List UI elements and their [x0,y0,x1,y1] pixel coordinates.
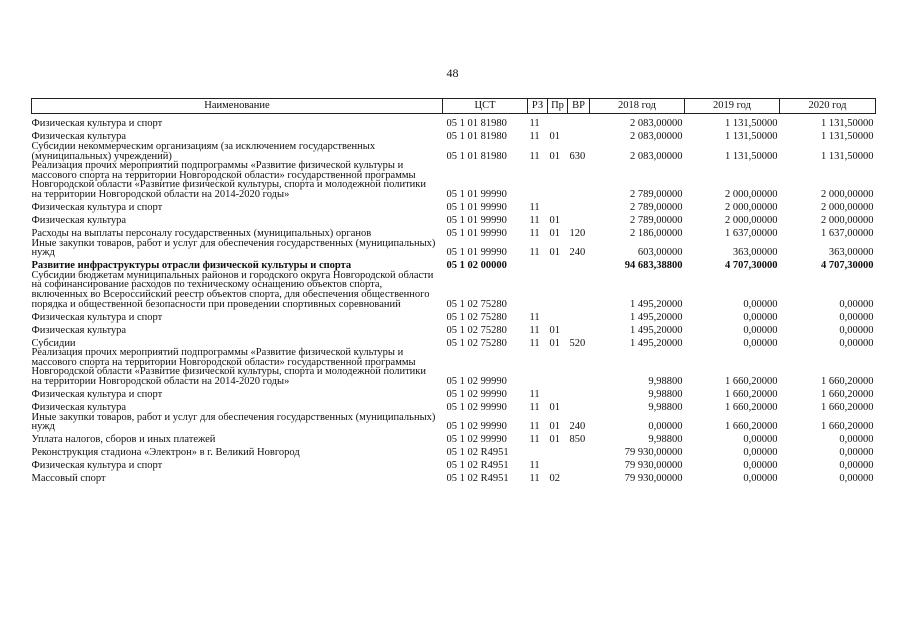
cell-vr [568,213,590,226]
cell-y2019: 1 660,20000 [725,401,778,413]
header-pr: Пр [548,99,568,114]
cell-name: Субсидии [31,337,76,349]
cell-name: Физическая культура [31,214,127,226]
cell-y2019: 1 660,20000 [725,421,778,433]
table-row [32,142,876,161]
cell-vr [568,258,590,271]
cell-pr: 01 [549,214,560,226]
cell-y2020: 0,00000 [839,434,874,446]
header-name: Наименование [32,99,443,114]
cell-y2020: 1 131,50000 [821,150,874,162]
cell-rz: 11 [529,421,540,433]
cell-pr [548,258,568,271]
cell-rz [528,348,548,386]
cell-name: Субсидии некоммерческим организациям (за исключением государственных (муниципальных) учреждений) [31,141,376,162]
cell-pr [548,309,568,322]
cell-y2018: 1 495,20000 [630,324,683,336]
cell-y2019: 0,00000 [743,298,778,310]
cell-y2019: 2 000,00000 [725,214,778,226]
cell-y2018: 1 495,20000 [630,337,683,349]
cell-pr: 01 [549,150,560,162]
cell-cst: 05 1 02 99990 [446,401,507,413]
table-body [32,114,876,484]
table-row [32,471,876,484]
cell-vr: 630 [569,150,586,162]
cell-vr [568,322,590,335]
cell-cst: 05 1 01 99990 [446,247,507,259]
cell-y2018: 2 789,00000 [630,214,683,226]
cell-y2020: 1 637,00000 [821,227,874,239]
cell-y2019: 2 000,00000 [725,201,778,213]
cell-pr [548,200,568,213]
cell-y2019: 1 131,50000 [725,118,778,130]
cell-y2020: 4 707,30000 [821,260,874,272]
cell-name: Развитие инфраструктуры отрасли физической культуры и спорта [31,260,352,272]
cell-y2018: 603,00000 [637,247,683,259]
cell-pr [548,161,568,199]
cell-pr [548,458,568,471]
cell-y2018: 94 683,38800 [624,260,683,272]
cell-name: Иные закупки товаров, работ и услуг для обеспечения государственных (муниципальных) нужд [31,411,436,433]
cell-y2019: 0,00000 [743,311,778,323]
cell-cst: 05 1 02 99990 [446,375,507,387]
cell-name: Уплата налогов, сборов и иных платежей [31,434,216,446]
cell-y2018: 9,98800 [648,388,683,400]
table-row [32,239,876,258]
cell-vr [568,445,590,458]
cell-cst: 05 1 01 99990 [446,227,507,239]
cell-y2018: 9,98800 [648,434,683,446]
cell-rz [528,258,548,271]
cell-y2020: 0,00000 [839,337,874,349]
cell-pr: 01 [549,421,560,433]
cell-cst: 05 1 02 R4951 [446,447,509,459]
cell-y2019: 1 660,20000 [725,375,778,387]
cell-pr: 01 [549,324,560,336]
cell-rz: 11 [529,324,540,336]
cell-pr [548,271,568,309]
cell-cst: 05 1 02 75280 [446,324,507,336]
cell-cst: 05 1 02 75280 [446,311,507,323]
cell-y2018: 79 930,00000 [624,473,683,485]
cell-rz: 11 [529,401,540,413]
cell-cst: 05 1 02 00000 [446,260,507,272]
cell-cst: 05 1 01 81980 [446,150,507,162]
cell-y2020: 0,00000 [839,460,874,472]
cell-rz: 11 [529,118,540,130]
cell-vr [568,200,590,213]
cell-y2020: 0,00000 [839,473,874,485]
cell-rz: 11 [529,388,540,400]
cell-y2020: 363,00000 [828,247,874,259]
cell-y2020: 2 000,00000 [821,214,874,226]
cell-y2020: 2 000,00000 [821,201,874,213]
cell-y2020: 1 660,20000 [821,375,874,387]
cell-rz: 11 [529,247,540,259]
cell-y2019: 0,00000 [743,473,778,485]
cell-vr [568,161,590,199]
cell-y2019: 1 637,00000 [725,227,778,239]
cell-cst: 05 1 02 R4951 [446,473,509,485]
cell-y2018: 79 930,00000 [624,447,683,459]
cell-y2019: 2 000,00000 [725,188,778,200]
cell-pr [548,445,568,458]
header-2019: 2019 год [685,99,780,114]
cell-name: Физическая культура и спорт [31,118,163,130]
cell-y2018: 0,00000 [648,421,683,433]
cell-cst: 05 1 02 75280 [446,298,507,310]
cell-cst: 05 1 01 81980 [446,118,507,130]
table-row [32,200,876,213]
cell-rz: 11 [529,131,540,143]
cell-cst: 05 1 01 99990 [446,188,507,200]
table-row [32,445,876,458]
cell-y2020: 1 131,50000 [821,131,874,143]
cell-rz: 11 [529,473,540,485]
table-row [32,114,876,130]
cell-vr: 120 [569,227,586,239]
table-row [32,226,876,239]
cell-y2020: 0,00000 [839,447,874,459]
table-row [32,258,876,271]
cell-name: Физическая культура и спорт [31,388,163,400]
cell-pr: 01 [549,247,560,259]
cell-y2019: 0,00000 [743,434,778,446]
header-rz: РЗ [528,99,548,114]
cell-y2019: 4 707,30000 [725,260,778,272]
cell-y2020: 0,00000 [839,311,874,323]
cell-vr [568,400,590,413]
header-2018: 2018 год [590,99,685,114]
cell-y2020: 1 131,50000 [821,118,874,130]
cell-rz: 11 [529,201,540,213]
cell-cst: 05 1 02 75280 [446,337,507,349]
cell-y2019: 0,00000 [743,460,778,472]
cell-rz: 11 [529,434,540,446]
cell-rz: 11 [529,460,540,472]
cell-cst: 05 1 02 99990 [446,421,507,433]
cell-cst: 05 1 02 99990 [446,434,507,446]
cell-rz [528,161,548,199]
cell-name: Расходы на выплаты персоналу государственных (муниципальных) органов [31,227,372,239]
cell-rz: 11 [529,214,540,226]
cell-y2018: 2 789,00000 [630,188,683,200]
table-row [32,387,876,400]
cell-name: Реализация прочих мероприятий подпрограммы «Развитие физической культуры и массового спорта на территории Новгородской области» государственной программы Новгородской области «Развитие физической культуры, спорта и молодежной политики на территории Новгородской области на 2014-2020 годы» [31,160,426,200]
table-row [32,458,876,471]
cell-pr: 02 [549,473,560,485]
cell-y2020: 1 660,20000 [821,401,874,413]
cell-y2020: 0,00000 [839,298,874,310]
cell-y2019: 1 131,50000 [725,131,778,143]
cell-name: Физическая культура и спорт [31,460,163,472]
cell-vr [568,271,590,309]
cell-y2018: 2 789,00000 [630,201,683,213]
cell-vr [568,309,590,322]
cell-name: Физическая культура [31,131,127,143]
cell-name: Субсидии бюджетам муниципальных районов и городского округа Новгородской области на софинансирование расходов по техническому оснащению объектов спорта, включенных во Всероссийский реестр объектов спорта, для обеспечения общественного порядка и общественной безопасности при проведении спортивных соревнований [31,269,434,310]
header-vr: ВР [568,99,590,114]
cell-name: Физическая культура и спорт [31,311,163,323]
cell-pr: 01 [549,131,560,143]
cell-pr [548,114,568,130]
cell-pr: 01 [549,227,560,239]
cell-y2018: 1 495,20000 [630,311,683,323]
table-row [32,161,876,199]
cell-y2018: 9,98800 [648,375,683,387]
cell-name: Реализация прочих мероприятий подпрограммы «Развитие физической культуры и массового спорта на территории Новгородской области» государственной программы Новгородской области «Развитие физической культуры, спорта и молодежной политики на территории Новгородской области на 2014-2020 годы» [31,347,426,387]
cell-name: Иные закупки товаров, работ и услуг для обеспечения государственных (муниципальных) нужд [31,237,436,259]
cell-vr: 520 [569,337,586,349]
cell-vr: 240 [569,247,586,259]
cell-vr: 850 [569,434,586,446]
cell-name: Массовый спорт [31,473,106,485]
cell-y2018: 2 083,00000 [630,150,683,162]
table-header [32,99,876,114]
cell-pr: 01 [549,337,560,349]
cell-y2018: 2 083,00000 [630,118,683,130]
cell-rz: 11 [529,227,540,239]
cell-y2020: 1 660,20000 [821,388,874,400]
cell-y2019: 0,00000 [743,324,778,336]
cell-y2018: 2 186,00000 [630,227,683,239]
cell-rz [528,271,548,309]
cell-y2020: 1 660,20000 [821,421,874,433]
table-row [32,322,876,335]
cell-cst: 05 1 01 81980 [446,131,507,143]
cell-name: Физическая культура [31,324,127,336]
table-row [32,309,876,322]
budget-table [31,98,876,484]
cell-name: Физическая культура и спорт [31,201,163,213]
cell-pr [548,387,568,400]
cell-rz: 11 [529,311,540,323]
cell-vr [568,471,590,484]
cell-vr: 240 [569,421,586,433]
cell-vr [568,458,590,471]
table-row [32,271,876,309]
cell-y2019: 0,00000 [743,447,778,459]
cell-vr [568,387,590,400]
cell-y2019: 0,00000 [743,337,778,349]
cell-rz: 11 [529,150,540,162]
table-row [32,413,876,432]
cell-y2018: 1 495,20000 [630,298,683,310]
cell-pr: 01 [549,401,560,413]
cell-y2019: 1 660,20000 [725,388,778,400]
cell-y2019: 363,00000 [732,247,778,259]
table-row [32,400,876,413]
table-row [32,348,876,386]
cell-vr [568,129,590,142]
cell-vr [568,114,590,130]
cell-y2018: 9,98800 [648,401,683,413]
cell-y2018: 2 083,00000 [630,131,683,143]
cell-pr [548,348,568,386]
cell-y2018: 79 930,00000 [624,460,683,472]
cell-y2020: 2 000,00000 [821,188,874,200]
cell-name: Физическая культура [31,401,127,413]
cell-rz: 11 [529,337,540,349]
page-number: 48 [446,66,459,80]
cell-cst: 05 1 02 99990 [446,388,507,400]
cell-name: Реконструкция стадиона «Электрон» в г. Великий Новгород [31,447,300,459]
cell-y2020: 0,00000 [839,324,874,336]
table-row [32,432,876,445]
header-2020: 2020 год [780,99,876,114]
table-row [32,213,876,226]
cell-y2019: 1 131,50000 [725,150,778,162]
cell-cst: 05 1 01 99990 [446,201,507,213]
cell-pr: 01 [549,434,560,446]
cell-cst: 05 1 01 99990 [446,214,507,226]
cell-vr [568,348,590,386]
cell-rz [528,445,548,458]
cell-cst: 05 1 02 R4951 [446,460,509,472]
header-cst: ЦСТ [443,99,528,114]
